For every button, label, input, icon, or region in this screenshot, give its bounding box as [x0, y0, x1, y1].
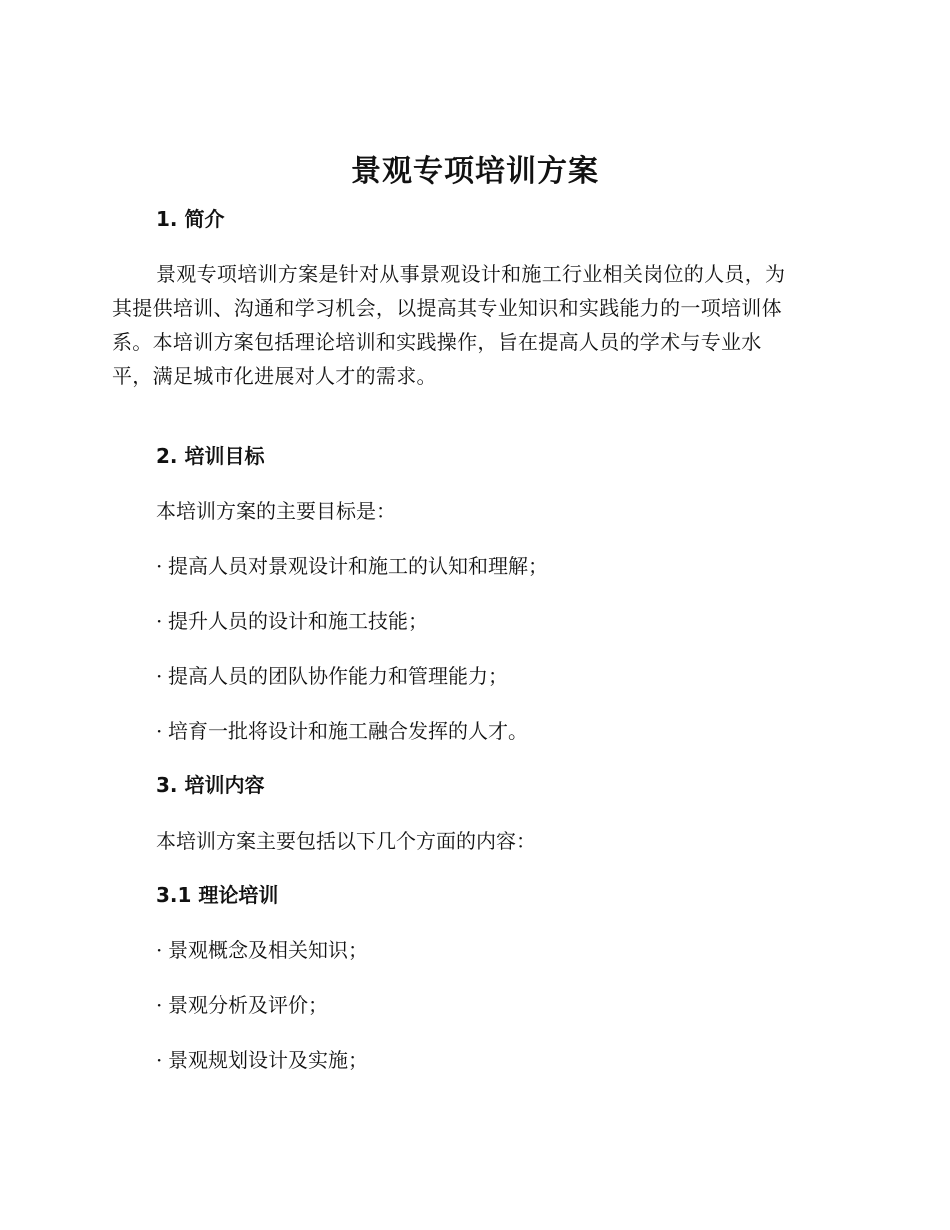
section-heading-content: 3. 培训内容 [156, 773, 265, 797]
goals-intro: 本培训方案的主要目标是： [156, 499, 396, 523]
bullet-icon: · [156, 554, 163, 578]
bullet-icon: · [156, 664, 163, 688]
goal-item [156, 661, 508, 691]
goal-item [156, 606, 428, 636]
theory-item-text: 景观概念及相关知识； [168, 938, 368, 962]
goal-item [156, 716, 528, 746]
bullet-icon: · [156, 938, 163, 962]
theory-item-text: 景观分析及评价； [168, 993, 328, 1017]
bullet-icon: · [156, 719, 163, 743]
bullet-icon: · [156, 609, 163, 633]
bullet-icon: · [156, 1048, 163, 1072]
intro-paragraph [112, 257, 832, 393]
intro-line: 其提供培训、沟通和学习机会，以提高其专业知识和实践能力的一项培训体 [112, 296, 782, 320]
section-heading-goals: 2. 培训目标 [156, 444, 265, 468]
goal-item-text: 提升人员的设计和施工技能； [168, 609, 428, 633]
bullet-icon: · [156, 993, 163, 1017]
intro-line: 系。本培训方案包括理论培训和实践操作，旨在提高人员的学术与专业水 [112, 330, 762, 354]
goal-item-text: 提高人员对景观设计和施工的认知和理解； [168, 554, 548, 578]
content-intro: 本培训方案主要包括以下几个方面的内容： [156, 829, 536, 853]
goal-item-text: 培育一批将设计和施工融合发挥的人才。 [168, 719, 528, 743]
intro-line: 景观专项培训方案是针对从事景观设计和施工行业相关岗位的人员，为 [156, 262, 786, 286]
theory-item [156, 935, 368, 965]
document-title: 景观专项培训方案 [351, 154, 599, 189]
theory-item [156, 1045, 368, 1075]
theory-item-text: 景观规划设计及实施； [168, 1048, 368, 1072]
subsection-heading-theory: 3.1 理论培训 [156, 883, 279, 907]
goal-item-text: 提高人员的团队协作能力和管理能力； [168, 664, 508, 688]
goal-item [156, 551, 548, 581]
theory-item [156, 990, 328, 1020]
intro-line: 平，满足城市化进展对人才的需求。 [112, 364, 437, 388]
section-heading-intro: 1. 简介 [156, 207, 225, 231]
